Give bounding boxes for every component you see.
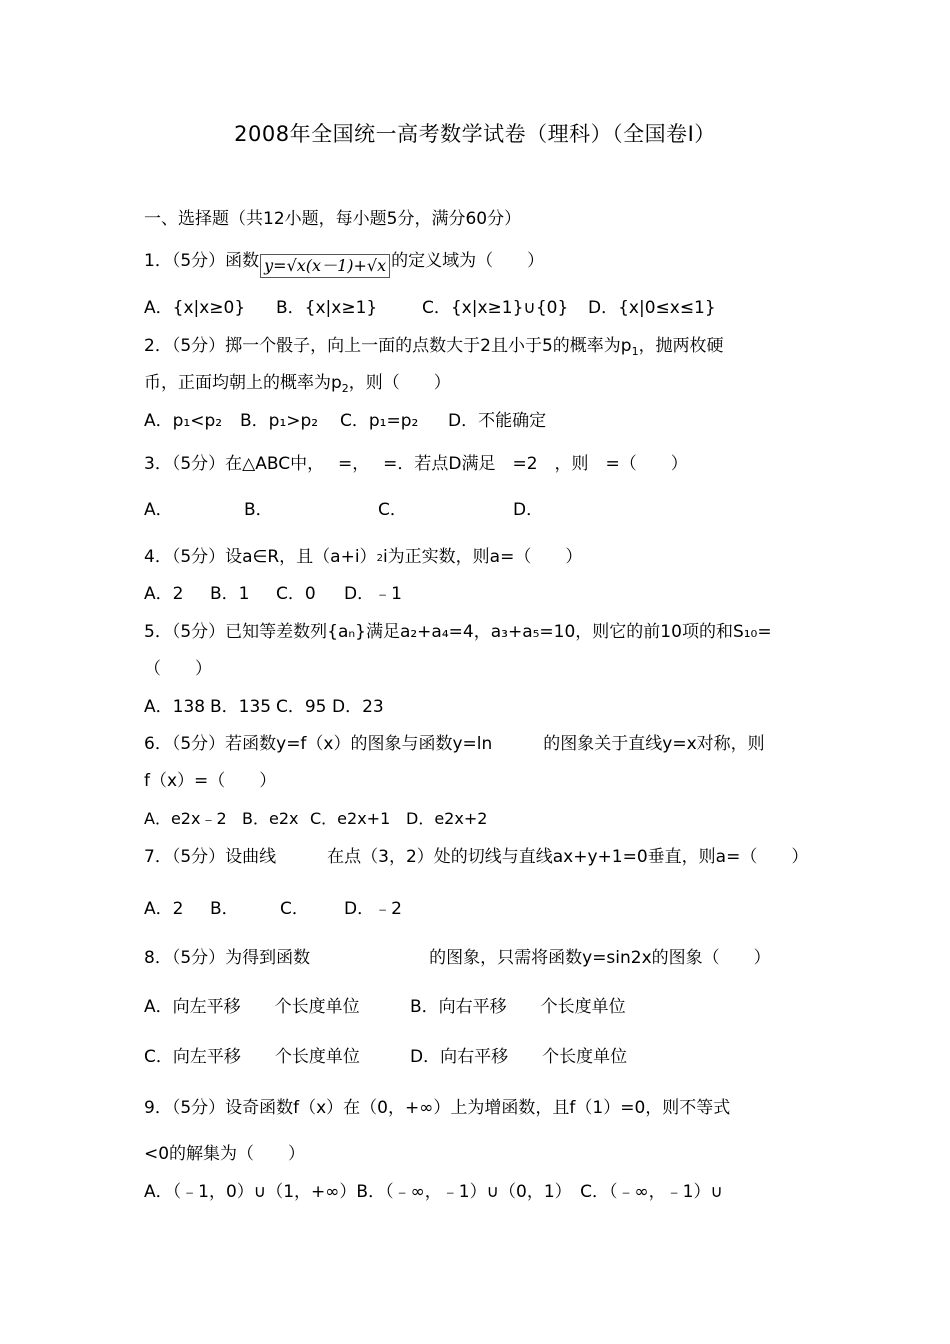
q5-option-d: D．23 (332, 697, 384, 717)
q2-text-d: ，则（ ） (348, 373, 451, 393)
question-9-line-2: <0的解集为（ ） (144, 1144, 306, 1164)
q8-option-c: C．向左平移 个长度单位 (144, 1047, 360, 1067)
question-4-stem (144, 546, 582, 570)
q1-stem-start: 1．（5分）函数 (144, 251, 260, 271)
q2-sub-2: 2 (341, 382, 349, 395)
question-3-options (144, 499, 543, 521)
exam-title: 2008年全国统一高考数学试卷（理科）（全国卷Ⅰ） (234, 122, 716, 146)
q5-option-c: C．95 (276, 697, 327, 717)
q4-text-a: 4．（5分）设a∈R，且（a+i） (144, 547, 377, 567)
question-7-stem: 7．（5分）设曲线 在点（3，2）处的切线与直线ax+y+1=0垂直，则a=（ ） (144, 847, 809, 867)
q1-option-b: B．{x|x≥1} (276, 298, 378, 318)
question-9-options: A．（﹣1，0）∪（1，+∞）B．（﹣∞，﹣1）∪（0，1） C．（﹣∞，﹣1）∪ (144, 1182, 723, 1202)
q2-sub-1: 1 (631, 345, 639, 358)
q6-option-a: A．e2x﹣2 (144, 809, 227, 828)
question-3-stem: 3．（5分）在△ABC中， =， =．若点D满足 =2 ，则 =（ ） (144, 454, 688, 474)
q4-option-c: C．0 (276, 584, 316, 604)
q3-option-b: B． (244, 500, 273, 520)
q4-option-b: B．1 (210, 584, 250, 604)
q8-option-b: B．向右平移 个长度单位 (410, 997, 626, 1017)
question-9-line-1: 9．（5分）设奇函数f（x）在（0，+∞）上为增函数，且f（1）=0，则不等式 (144, 1098, 731, 1118)
q6-option-d: D．e2x+2 (406, 809, 488, 828)
q1-option-a: A．{x|x≥0} (144, 298, 246, 318)
question-5-options (144, 696, 384, 718)
q6-option-c: C．e2x+1 (310, 809, 391, 828)
question-2-line-2 (144, 372, 451, 394)
question-5-line-1: 5．（5分）已知等差数列{aₙ}满足a₂+a₄=4，a₃+a₅=10，则它的前10项的和S₁₀= (144, 622, 772, 642)
q8-option-d: D．向右平移 个长度单位 (410, 1047, 628, 1067)
question-8-stem: 8．（5分）为得到函数 的图象，只需将函数y=sin2x的图象（ ） (144, 948, 771, 968)
q1-option-c: C．{x|x≥1}∪{0} (422, 298, 569, 318)
q4-option-d: D．﹣1 (344, 584, 402, 604)
q8-option-a: A．向左平移 个长度单位 (144, 997, 360, 1017)
q7-option-d: D．﹣2 (344, 899, 402, 919)
question-1-stem (144, 250, 544, 278)
q3-option-a: A． (144, 500, 173, 520)
q2-text-b: ，抛两枚硬 (638, 336, 724, 356)
q5-option-a: A．138 (144, 697, 206, 717)
question-8-options-cd (144, 1046, 627, 1068)
question-2-line-1 (144, 335, 724, 357)
question-6-line-2: f（x）=（ ） (144, 771, 277, 791)
q3-option-d: D． (513, 500, 544, 520)
q7-option-c: C． (280, 899, 309, 919)
q7-option-a: A．2 (144, 899, 184, 919)
question-6-line-1: 6．（5分）若函数y=f（x）的图象与函数y=ln 的图象关于直线y=x对称，则 (144, 734, 765, 754)
q1-stem-end: 的定义域为（ ） (391, 251, 545, 271)
question-5-line-2: （ ） (144, 659, 212, 679)
section-header: 一、选择题（共12小题，每小题5分，满分60分） (144, 209, 522, 229)
q7-option-b: B． (210, 899, 239, 919)
question-1-options (144, 297, 716, 319)
q2-option-d: D．不能确定 (448, 411, 547, 431)
question-7-options (144, 898, 402, 920)
q6-option-b: B．e2x (242, 809, 299, 828)
q2-text-c: 币，正面均朝上的概率为p (144, 373, 342, 393)
question-8-options-ab (144, 996, 626, 1018)
question-4-options (144, 583, 402, 605)
q4-option-a: A．2 (144, 584, 184, 604)
q1-option-d: D．{x|0≤x≤1} (588, 298, 716, 318)
q4-exponent: 2 (376, 553, 383, 564)
q2-text-a: 2．（5分）掷一个骰子，向上一面的点数大于2且小于5的概率为p (144, 336, 632, 356)
q2-option-b: B．p₁>p₂ (240, 411, 319, 431)
q1-formula: y=√x(x－1)+√x (260, 254, 390, 278)
q5-option-b: B．135 (210, 697, 272, 717)
question-6-options (144, 808, 487, 830)
q2-option-c: C．p₁=p₂ (340, 411, 419, 431)
question-2-options (144, 410, 546, 432)
q3-option-c: C． (378, 500, 407, 520)
q2-option-a: A．p₁<p₂ (144, 411, 223, 431)
q4-text-b: i为正实数，则a=（ ） (382, 547, 583, 567)
